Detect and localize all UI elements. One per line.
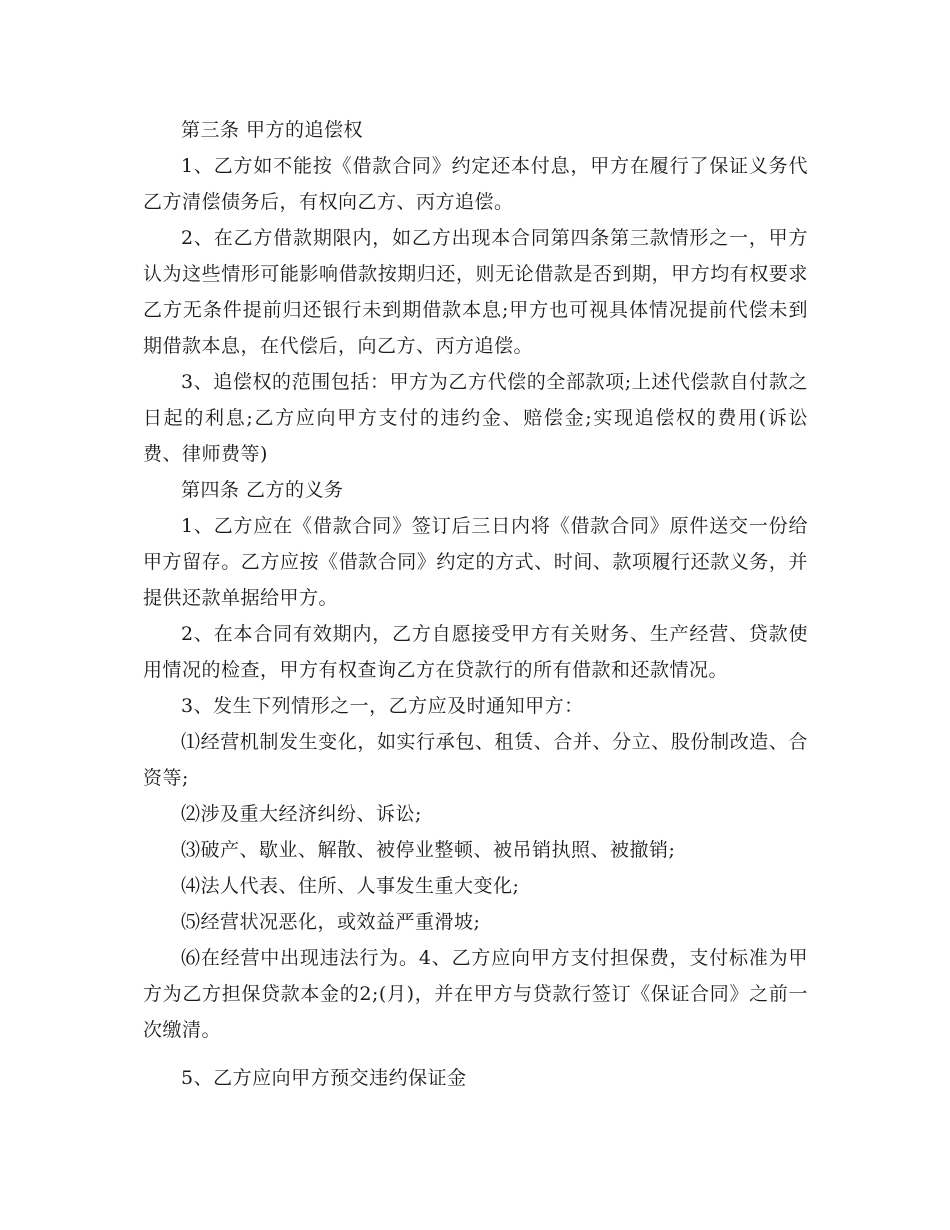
- list-item-2: ⑵涉及重大经济纠纷、诉讼;: [181, 803, 422, 825]
- list-item-4: ⑷法人代表、住所、人事发生重大变化;: [181, 875, 520, 897]
- list-item-1: ⑴经营机制发生变化，如实行承包、租赁、合并、分立、股份制改造、合资等;: [143, 731, 808, 789]
- article-4-heading: 第四条 乙方的义务: [181, 479, 344, 501]
- article-3-clause-3: 3、追偿权的范围包括：甲方为乙方代偿的全部款项;上述代偿款自付款之日起的利息;乙方应向甲方支付的违约金、赔偿金;实现追偿权的费用(诉讼费、律师费等): [143, 371, 808, 465]
- article-3-clause-1: 1、乙方如不能按《借款合同》约定还本付息，甲方在履行了保证义务代乙方清偿债务后，有权向乙方、丙方追偿。: [143, 155, 808, 213]
- article-3-heading: 第三条 甲方的追偿权: [181, 119, 364, 141]
- article-4-clause-2: 2、在本合同有效期内，乙方自愿接受甲方有关财务、生产经营、贷款使用情况的检查，甲方有权查询乙方在贷款行的所有借款和还款情况。: [143, 623, 808, 681]
- article-4-clause-1: 1、乙方应在《借款合同》签订后三日内将《借款合同》原件送交一份给甲方留存。乙方应按《借款合同》约定的方式、时间、款项履行还款义务，并提供还款单据给甲方。: [143, 515, 808, 609]
- list-item-5: ⑸经营状况恶化，或效益严重滑坡;: [181, 911, 481, 933]
- article-4-clause-5: 5、乙方应向甲方预交违约保证金: [181, 1067, 467, 1089]
- article-4-clause-3: 3、发生下列情形之一，乙方应及时通知甲方：: [181, 695, 584, 717]
- article-3-clause-2: 2、在乙方借款期限内，如乙方出现本合同第四条第三款情形之一，甲方认为这些情形可能影响借款按期归还，则无论借款是否到期，甲方均有权要求乙方无条件提前归还银行未到期借款本息;甲方也可视具体情况提前代偿未到期借款本息，在代偿后，向乙方、丙方追偿。: [143, 227, 808, 357]
- list-item-6: ⑹在经营中出现违法行为。4、乙方应向甲方支付担保费，支付标准为甲方为乙方担保贷款本金的2;(月)，并在甲方与贷款行签订《保证合同》之前一次缴清。: [143, 947, 808, 1041]
- list-item-3: ⑶破产、歇业、解散、被停业整顿、被吊销执照、被撤销;: [181, 839, 676, 861]
- document-body: [143, 112, 808, 1096]
